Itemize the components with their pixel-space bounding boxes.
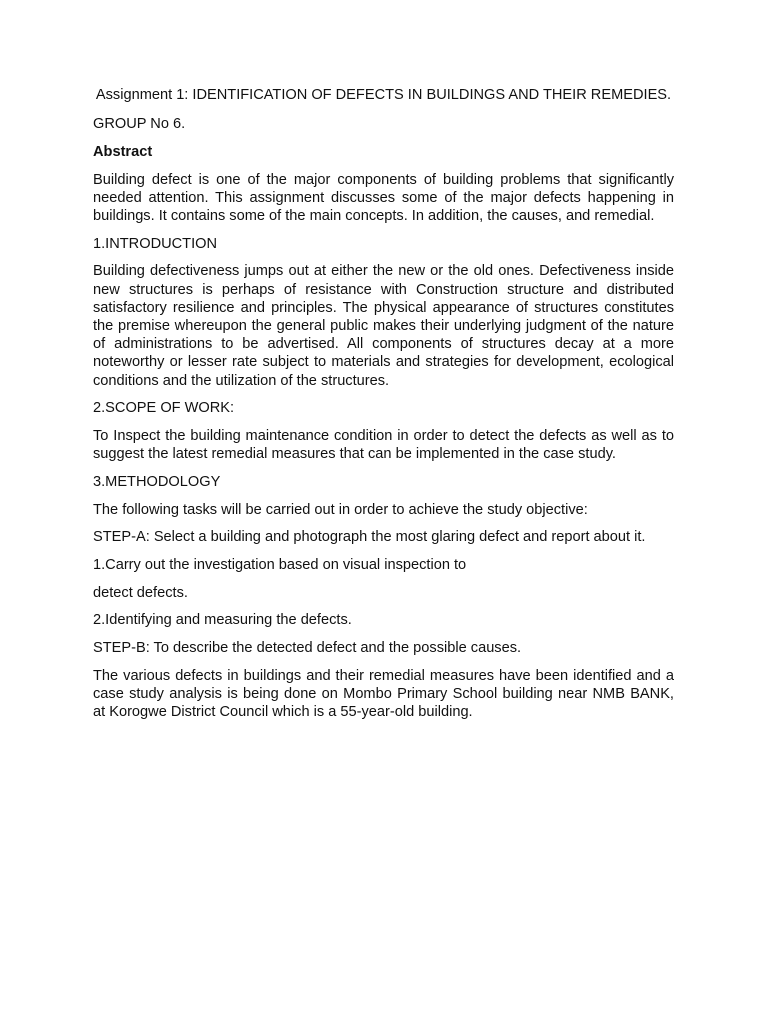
introduction-paragraph: Building defectiveness jumps out at either the new or the old ones. Defectiveness inside new structures is perhaps of resistance with Construction structure and distributed satisfactory resilience and principles. The physical appearance of structures constitutes the premise whereupon the general public makes their underlying judgment of the nature of administrations to be advertised. All components of structures decay at a more noteworthy or lesser rate subject to materials and strategies for development, ecological conditions and the utilization of the structures. [93, 263, 674, 389]
scope-heading: 2.SCOPE OF WORK: [93, 400, 235, 417]
scope-paragraph: To Inspect the building maintenance condition in order to detect the defects as well as to suggest the latest remedial measures that can be implemented in the case study. [93, 428, 674, 463]
step-a-item-2: 2.Identifying and measuring the defects. [93, 612, 352, 629]
document-title: Assignment 1: IDENTIFICATION OF DEFECTS IN BUILDINGS AND THEIR REMEDIES. [95, 87, 672, 103]
case-study-paragraph: The various defects in buildings and their remedial measures have been identified and a case study analysis is being done on Mombo Primary School building near NMB BANK, at Korogwe District Council which is a 55-year-old building. [93, 667, 674, 721]
step-a-item-1-continued: detect defects. [93, 584, 188, 601]
methodology-heading: 3.METHODOLOGY [93, 473, 221, 490]
step-a-paragraph: STEP-A: Select a building and photograph the most glaring defect and report about it. [93, 529, 646, 546]
group-label: GROUP No 6. [93, 116, 186, 133]
introduction-heading: 1.INTRODUCTION [93, 235, 218, 252]
methodology-intro: The following tasks will be carried out in order to achieve the study objective: [93, 501, 588, 518]
document-body [93, 86, 674, 731]
abstract-heading: Abstract [93, 143, 153, 160]
abstract-paragraph: Building defect is one of the major components of building problems that significantly needed attention. This assignment discusses some of the major defects happening in buildings. It contains some of the main concepts. In addition, the causes, and remedial. [93, 171, 674, 225]
step-a-item-1: 1.Carry out the investigation based on visual inspection to [93, 557, 467, 574]
step-b-paragraph: STEP-B: To describe the detected defect and the possible causes. [93, 640, 522, 657]
